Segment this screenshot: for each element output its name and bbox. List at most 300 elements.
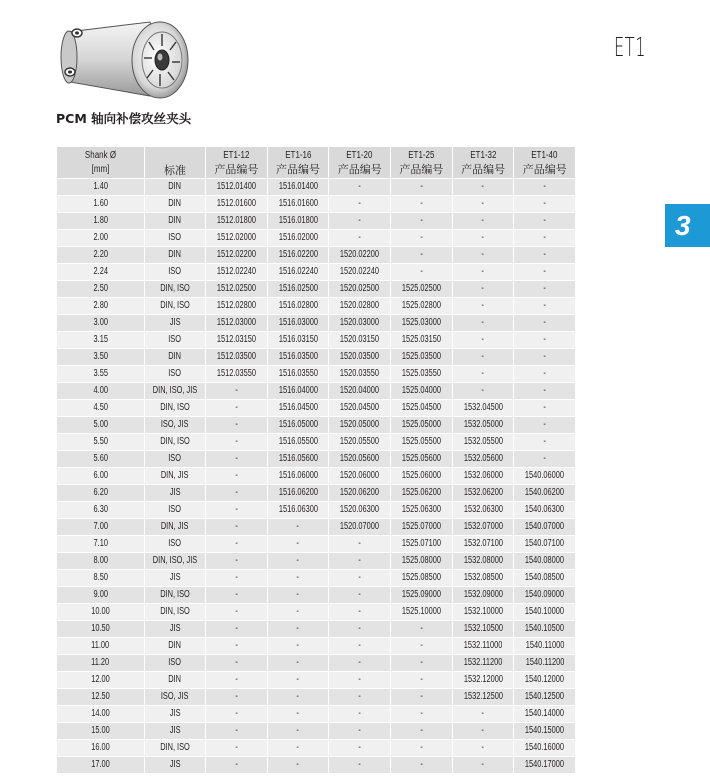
product-number-cell (452, 383, 514, 400)
cell-text: - (481, 198, 485, 209)
product-number-cell (206, 689, 268, 706)
cell-text: - (235, 470, 238, 481)
cell-text: 1540.07000 (525, 521, 565, 532)
product-number-cell (514, 400, 576, 417)
cell-text: 1525.02500 (401, 283, 441, 294)
shank-cell (57, 196, 145, 213)
product-number-cell (391, 315, 453, 332)
cell-text: DIN, ISO (160, 436, 190, 447)
cell-text: 1532.07100 (463, 538, 503, 549)
cell-text: - (235, 657, 238, 668)
table-row (57, 723, 576, 740)
shank-cell (57, 417, 145, 434)
section-title: PCM 轴向补偿攻丝夹头 (56, 111, 192, 126)
cell-text: DIN (168, 181, 182, 192)
cell-text: 12.00 (90, 674, 110, 685)
product-number-cell (391, 230, 453, 247)
cell-text: - (235, 708, 238, 719)
product-number-cell (267, 196, 329, 213)
cell-text: - (296, 623, 300, 634)
product-number-cell (452, 757, 514, 774)
cell-text: 1516.03150 (278, 334, 318, 345)
header-et1-25 (391, 147, 453, 179)
cell-text: 1525.03500 (401, 351, 441, 362)
cell-text: 5.60 (93, 453, 108, 464)
product-number-cell (329, 247, 391, 264)
shank-cell (57, 587, 145, 604)
cell-text: - (481, 385, 485, 396)
product-number-cell (452, 655, 514, 672)
product-number-cell (329, 468, 391, 485)
product-number-cell (206, 315, 268, 332)
cell-text: 3.55 (93, 368, 108, 379)
product-number-cell (514, 417, 576, 434)
product-number-cell (206, 621, 268, 638)
product-number-cell (514, 638, 576, 655)
cell-text: DIN (168, 640, 182, 651)
cell-text: - (543, 232, 547, 243)
product-number-cell (391, 451, 453, 468)
table-row (57, 536, 576, 553)
standard-cell (145, 485, 206, 502)
cell-text: 1516.01800 (278, 215, 318, 226)
cell-text: 2.00 (93, 232, 108, 243)
product-number-cell (206, 400, 268, 417)
cell-text: 1520.05600 (340, 453, 380, 464)
cell-text: 1.40 (93, 181, 108, 192)
cell-text: 1532.05500 (463, 436, 503, 447)
cell-text: 1516.03000 (278, 317, 318, 328)
standard-cell (145, 740, 206, 757)
cell-text: - (420, 181, 423, 192)
product-number-cell (452, 400, 514, 417)
cell-text: 7.10 (93, 538, 108, 549)
product-number-cell (206, 502, 268, 519)
product-number-cell (329, 400, 391, 417)
product-number-cell (206, 485, 268, 502)
cell-text: DIN, ISO (160, 589, 190, 600)
cell-text: 1520.05500 (340, 436, 380, 447)
cell-text: ISO, JIS (161, 419, 189, 430)
header-code: ET1-20 (346, 150, 373, 161)
cell-text: - (481, 232, 485, 243)
product-number-cell (329, 315, 391, 332)
table-row (57, 587, 576, 604)
product-number-cell (329, 264, 391, 281)
cell-text: - (481, 759, 485, 770)
product-number-cell (452, 519, 514, 536)
product-number-cell (206, 757, 268, 774)
cell-text: JIS (169, 759, 181, 770)
cell-text: 8.00 (93, 555, 108, 566)
cell-text: - (235, 691, 238, 702)
product-number-cell (391, 689, 453, 706)
product-number-cell (452, 485, 514, 502)
cell-text: - (235, 453, 238, 464)
cell-text: 1540.06300 (525, 504, 565, 515)
shank-cell (57, 349, 145, 366)
cell-text: 1525.05000 (401, 419, 441, 430)
cell-text: 1516.02800 (278, 300, 318, 311)
product-number-cell (267, 383, 329, 400)
product-number-cell (391, 621, 453, 638)
standard-cell (145, 604, 206, 621)
product-number-cell (452, 740, 514, 757)
product-number-cell (452, 451, 514, 468)
cell-text: - (481, 351, 485, 362)
cell-text: 1520.04500 (340, 402, 380, 413)
cell-text: 6.00 (93, 470, 108, 481)
product-number-cell (206, 638, 268, 655)
cell-text: - (235, 572, 238, 583)
product-number-cell (514, 536, 576, 553)
shank-cell (57, 298, 145, 315)
product-number-cell (391, 706, 453, 723)
cell-text: 1540.08500 (525, 572, 565, 583)
cell-text: - (296, 691, 300, 702)
product-number-cell (329, 298, 391, 315)
table-row (57, 434, 576, 451)
cell-text: 1512.01600 (216, 198, 256, 209)
cell-text: - (358, 198, 361, 209)
table-row (57, 553, 576, 570)
shank-cell (57, 434, 145, 451)
shank-cell (57, 621, 145, 638)
cell-text: DIN, ISO (160, 300, 190, 311)
cell-text: 1540.15000 (525, 725, 565, 736)
product-number-cell (329, 553, 391, 570)
cell-text: 1516.01600 (278, 198, 318, 209)
table-row (57, 349, 576, 366)
product-number-cell (329, 230, 391, 247)
cell-text: 1516.06000 (278, 470, 318, 481)
cell-text: 2.80 (93, 300, 108, 311)
product-number-cell (267, 247, 329, 264)
cell-text: 1532.07000 (463, 521, 503, 532)
standard-cell (145, 179, 206, 196)
cell-text: - (481, 300, 485, 311)
standard-cell (145, 621, 206, 638)
cell-text: 1540.08000 (525, 555, 565, 566)
cell-text: 10.00 (90, 606, 110, 617)
product-number-cell (391, 553, 453, 570)
cell-text: 1.80 (93, 215, 108, 226)
product-number-cell (452, 332, 514, 349)
product-number-cell (329, 604, 391, 621)
standard-cell (145, 281, 206, 298)
cell-text: 1525.03000 (401, 317, 441, 328)
cell-text: 1516.05500 (278, 436, 318, 447)
cell-text: 1512.03150 (216, 334, 256, 345)
cell-text: 12.50 (90, 691, 110, 702)
table-row (57, 604, 576, 621)
table-row (57, 196, 576, 213)
standard-cell (145, 417, 206, 434)
cell-text: - (296, 657, 300, 668)
product-number-cell (206, 247, 268, 264)
product-number-cell (514, 655, 576, 672)
cell-text: - (235, 436, 238, 447)
cell-text: 1512.03550 (216, 368, 256, 379)
product-number-cell (391, 604, 453, 621)
product-number-cell (329, 281, 391, 298)
product-number-cell (206, 417, 268, 434)
product-number-cell (267, 655, 329, 672)
product-number-cell (206, 655, 268, 672)
table-row (57, 485, 576, 502)
cell-text: - (481, 215, 485, 226)
product-number-cell (267, 298, 329, 315)
cell-text: ISO (168, 334, 182, 345)
cell-text: 1525.03150 (401, 334, 441, 345)
cell-text: - (543, 402, 547, 413)
product-number-cell (267, 264, 329, 281)
product-number-cell (267, 451, 329, 468)
cell-text: 1520.03500 (340, 351, 380, 362)
cell-text: 1532.10000 (463, 606, 503, 617)
cell-text: - (235, 759, 238, 770)
product-number-cell (267, 723, 329, 740)
cell-text: 1516.02500 (278, 283, 318, 294)
cell-text: - (420, 725, 423, 736)
product-number-cell (329, 383, 391, 400)
product-number-cell (329, 179, 391, 196)
product-number-cell (514, 519, 576, 536)
cell-text: 1525.06200 (401, 487, 441, 498)
cell-text: 1520.06000 (340, 470, 380, 481)
product-number-cell (329, 638, 391, 655)
cell-text: 3.00 (93, 317, 108, 328)
product-number-cell (514, 349, 576, 366)
standard-cell (145, 451, 206, 468)
cell-text: 1516.04000 (278, 385, 318, 396)
cell-text: - (420, 742, 423, 753)
cell-text: 1516.02000 (278, 232, 318, 243)
product-number-cell (514, 179, 576, 196)
product-number-cell (514, 264, 576, 281)
product-number-cell (267, 332, 329, 349)
cell-text: - (543, 351, 547, 362)
cell-text: - (296, 759, 300, 770)
product-number-cell (391, 638, 453, 655)
cell-text: - (358, 606, 361, 617)
cell-text: - (420, 266, 423, 277)
product-number-cell (206, 366, 268, 383)
product-number-cell (514, 672, 576, 689)
header-code: ET1-16 (284, 150, 312, 161)
shank-cell (57, 383, 145, 400)
cell-text: DIN, JIS (161, 470, 189, 481)
product-number-cell (267, 434, 329, 451)
header-code: ET1-25 (408, 150, 435, 161)
product-number-cell (329, 485, 391, 502)
shank-cell (57, 706, 145, 723)
standard-cell (145, 638, 206, 655)
product-number-cell (267, 553, 329, 570)
cell-text: 1520.07000 (340, 521, 380, 532)
product-number-cell (267, 757, 329, 774)
standard-cell (145, 434, 206, 451)
table-row (57, 570, 576, 587)
product-number-cell (329, 434, 391, 451)
product-number-cell (329, 587, 391, 604)
product-number-cell (206, 179, 268, 196)
product-number-cell (514, 723, 576, 740)
cell-text: 1520.02800 (340, 300, 380, 311)
cell-text: 1520.02500 (340, 283, 380, 294)
product-number-cell (329, 332, 391, 349)
product-number-cell (329, 349, 391, 366)
cell-text: - (296, 521, 300, 532)
cell-text: 11.20 (91, 657, 110, 668)
cell-text: DIN, ISO (160, 283, 190, 294)
cell-text: ISO (168, 453, 182, 464)
cell-text: - (543, 334, 547, 345)
product-number-cell (452, 349, 514, 366)
product-number-cell (206, 740, 268, 757)
cell-text: 1516.05000 (278, 419, 318, 430)
cell-text: 1520.06300 (340, 504, 380, 515)
product-number-cell (267, 587, 329, 604)
header-code: ET1-12 (223, 150, 250, 161)
product-number-cell (206, 383, 268, 400)
cell-text: - (358, 674, 361, 685)
product-number-cell (514, 621, 576, 638)
table-row (57, 706, 576, 723)
cell-text: - (420, 759, 423, 770)
header-code: ET1-40 (531, 150, 558, 161)
product-number-cell (452, 723, 514, 740)
cell-text: 7.00 (93, 521, 108, 532)
cell-text: - (235, 606, 238, 617)
cell-text: - (481, 708, 485, 719)
product-number-cell (267, 519, 329, 536)
cell-text: 1525.03550 (401, 368, 441, 379)
product-number-cell (514, 332, 576, 349)
standard-cell (145, 672, 206, 689)
shank-cell (57, 451, 145, 468)
cell-text: - (420, 640, 423, 651)
product-number-cell (514, 604, 576, 621)
header-standard (145, 147, 206, 179)
cell-text: ISO (168, 232, 182, 243)
product-number-cell (267, 536, 329, 553)
cell-text: JIS (169, 623, 181, 634)
product-number-cell (514, 281, 576, 298)
cell-text: JIS (169, 708, 181, 719)
cell-text: - (235, 589, 238, 600)
cell-text: - (235, 521, 238, 532)
cell-text: 1532.05000 (463, 419, 503, 430)
cell-text: 1512.03500 (216, 351, 256, 362)
cell-text: 1525.05600 (401, 453, 441, 464)
cell-text: 6.20 (93, 487, 108, 498)
cell-text: 1540.06000 (525, 470, 565, 481)
cell-text: 1532.06000 (463, 470, 503, 481)
product-number-cell (391, 366, 453, 383)
cell-text: - (235, 725, 238, 736)
standard-cell (145, 366, 206, 383)
product-number-cell (206, 332, 268, 349)
header-et1-16 (267, 147, 329, 179)
product-number-cell (267, 230, 329, 247)
table-row (57, 230, 576, 247)
product-number-cell (514, 502, 576, 519)
cell-text: 1525.10000 (401, 606, 441, 617)
header-et1-32 (452, 147, 514, 179)
cell-text: - (296, 572, 300, 583)
cell-text: 1516.06300 (278, 504, 318, 515)
cell-text: 1540.06200 (525, 487, 565, 498)
shank-cell (57, 247, 145, 264)
cell-text: 1512.03000 (216, 317, 256, 328)
cell-text: 1512.02200 (216, 249, 256, 260)
standard-cell (145, 383, 206, 400)
standard-cell (145, 264, 206, 281)
product-number-cell (267, 468, 329, 485)
chapter-tab: 3 (665, 204, 710, 247)
cell-text: - (481, 368, 485, 379)
header-standard-label: 标准 (164, 164, 186, 177)
cell-text: - (235, 640, 238, 651)
table-row (57, 451, 576, 468)
header-shank-label: Shank Ø (84, 150, 117, 161)
cell-text: JIS (169, 487, 181, 498)
cell-text: 1520.02240 (340, 266, 380, 277)
cell-text: - (420, 249, 423, 260)
cell-text: 1512.02500 (216, 283, 256, 294)
cell-text: - (543, 368, 547, 379)
standard-cell (145, 247, 206, 264)
product-number-cell (329, 655, 391, 672)
cell-text: - (543, 436, 547, 447)
product-number-cell (267, 213, 329, 230)
cell-text: - (543, 317, 547, 328)
standard-cell (145, 519, 206, 536)
standard-cell (145, 553, 206, 570)
header-label: 产品编号 (461, 163, 506, 176)
product-number-cell (267, 400, 329, 417)
cell-text: - (358, 759, 361, 770)
product-number-cell (452, 706, 514, 723)
cell-text: DIN, ISO, JIS (152, 385, 198, 396)
cell-text: 1540.10500 (525, 623, 565, 634)
shank-cell (57, 468, 145, 485)
product-number-cell (391, 332, 453, 349)
cell-text: 1532.08500 (463, 572, 503, 583)
cell-text: 5.00 (93, 419, 108, 430)
product-number-cell (452, 230, 514, 247)
cell-text: - (358, 232, 361, 243)
product-number-cell (329, 757, 391, 774)
product-number-cell (206, 553, 268, 570)
product-number-cell (206, 298, 268, 315)
cell-text: - (543, 283, 547, 294)
cell-text: - (420, 215, 423, 226)
cell-text: 1516.01400 (278, 181, 318, 192)
cell-text: 1512.02800 (216, 300, 256, 311)
product-number-cell (267, 179, 329, 196)
cell-text: 8.50 (93, 572, 108, 583)
product-number-cell (391, 672, 453, 689)
cell-text: - (420, 623, 423, 634)
product-number-cell (391, 740, 453, 757)
product-number-cell (206, 434, 268, 451)
cell-text: 1540.10000 (525, 606, 565, 617)
product-number-cell (267, 638, 329, 655)
cell-text: 1525.04500 (401, 402, 441, 413)
cell-text: - (481, 181, 485, 192)
